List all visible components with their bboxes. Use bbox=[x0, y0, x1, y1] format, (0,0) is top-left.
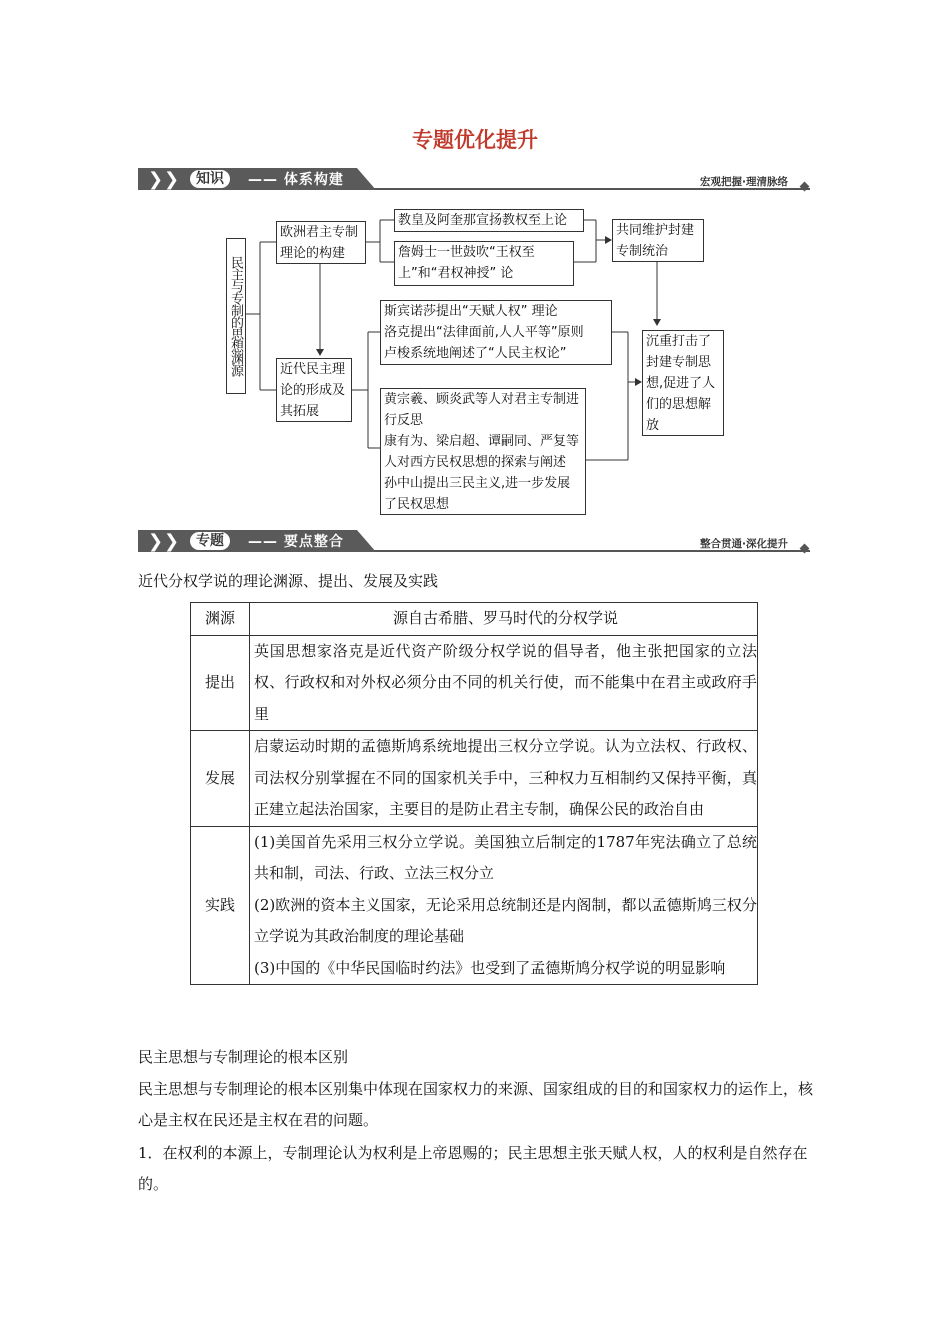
section-heading: 近代分权学说的理论渊源、提出、发展及实践 bbox=[138, 572, 439, 590]
paragraph-core: 民主思想与专制理论的根本区别集中体现在国家权力的来源、国家组成的目的和国家权力的运作上，核心是主权在民还是主权在君的问题。 bbox=[138, 1080, 814, 1129]
practice-item: (1)美国首先采用三权分立学说。美国独立后制定的1787年宪法确立了总统共和制，司法、行政、立法三权分立 bbox=[254, 832, 757, 882]
diagram-item-kang: 康有为、梁启超、谭嗣同、严复等人对西方民权思想的探索与阐述 bbox=[384, 434, 580, 470]
diagram-root: 民主与专制的思想渊源 bbox=[226, 238, 246, 394]
banner-right-text: 整合贯通·深化提升 bbox=[700, 538, 788, 550]
table-row bbox=[191, 731, 758, 827]
chevron-right-icon: ❯ bbox=[148, 531, 164, 552]
diagram-western-thinkers bbox=[380, 300, 612, 365]
banner-text: —— 要点整合 bbox=[248, 534, 344, 550]
diagram-chinese-thinkers bbox=[380, 388, 586, 515]
diagram-item-huang: 黄宗羲、顾炎武等人对君主专制进行反思 bbox=[384, 392, 580, 428]
table-row bbox=[191, 603, 758, 636]
diagram-branch-absolutism: 欧洲君主专制理论的构建 bbox=[276, 221, 366, 264]
diagram-item-rousseau: 卢梭系统地阐述了“人民主权论” bbox=[384, 346, 567, 361]
row-header: 发展 bbox=[191, 731, 250, 827]
chevron-right-icon: ❯ bbox=[148, 169, 164, 190]
row-header: 实践 bbox=[191, 826, 250, 985]
row-content: 英国思想家洛克是近代资产阶级分权学说的倡导者，他主张把国家的立法权、行政权和对外权必须分由不同的机关行使，而不能集中在君主或政府手里 bbox=[250, 635, 758, 731]
row-content bbox=[250, 826, 758, 985]
page-title: 专题优化提升 bbox=[412, 128, 538, 152]
diagram-result-feudal: 共同维护封建专制统治 bbox=[612, 219, 704, 262]
chevron-right-icon: ❯ bbox=[164, 169, 180, 190]
row-content: 源自古希腊、罗马时代的分权学说 bbox=[250, 603, 758, 636]
practice-item: (3)中国的《中华民国临时约法》也受到了孟德斯鸠分权学说的明显影响 bbox=[254, 958, 726, 977]
row-content: 启蒙运动时期的孟德斯鸠系统地提出三权分立学说。认为立法权、行政权、司法权分别掌握在不同的国家机关手中，三种权力互相制约又保持平衡，真正建立起法治国家，主要目的是防止君主专制，确保公民的政治自由 bbox=[250, 731, 758, 827]
diagram-item-divine-right: 詹姆士一世鼓吹“王权至上”和“君权神授” 论 bbox=[394, 241, 574, 286]
diagram-branch-democracy: 近代民主理论的形成及其拓展 bbox=[276, 358, 352, 422]
chevron-right-icon: ❯ bbox=[164, 531, 180, 552]
table-row bbox=[191, 826, 758, 985]
row-header: 提出 bbox=[191, 635, 250, 731]
diagram-item-locke: 洛克提出“法律面前,人人平等”原则 bbox=[384, 325, 584, 340]
diagram-item-papal-theory: 教皇及阿奎那宣扬教权至上论 bbox=[394, 209, 584, 232]
practice-item: (2)欧洲的资本主义国家，无论采用总统制还是内阁制，都以孟德斯鸠三权分立学说为其政治制度的理论基础 bbox=[254, 895, 757, 945]
row-header: 渊源 bbox=[191, 603, 250, 636]
table-row bbox=[191, 635, 758, 731]
banner-right-text: 宏观把握·理清脉络 bbox=[700, 176, 788, 188]
banner-text: —— 体系构建 bbox=[248, 172, 344, 188]
banner-label: 专题 bbox=[190, 532, 230, 550]
diagram-result-liberation: 沉重打击了封建专制思想,促进了人们的思想解放 bbox=[642, 330, 724, 436]
diagram-item-spinoza: 斯宾诺莎提出“天赋人权” 理论 bbox=[384, 304, 558, 319]
banner-label: 知识 bbox=[190, 170, 230, 188]
heading-fundamental-difference: 民主思想与专制理论的根本区别 bbox=[138, 1048, 349, 1066]
separation-of-powers-table bbox=[190, 602, 758, 985]
diagram-item-sun: 孙中山提出三民主义,进一步发展了民权思想 bbox=[384, 476, 571, 512]
section-banner-topics bbox=[138, 530, 810, 558]
paragraph-point-1: 1．在权利的本源上，专制理论认为权利是上帝恩赐的；民主思想主张天赋人权，人的权利是自然存在的。 bbox=[138, 1144, 808, 1193]
